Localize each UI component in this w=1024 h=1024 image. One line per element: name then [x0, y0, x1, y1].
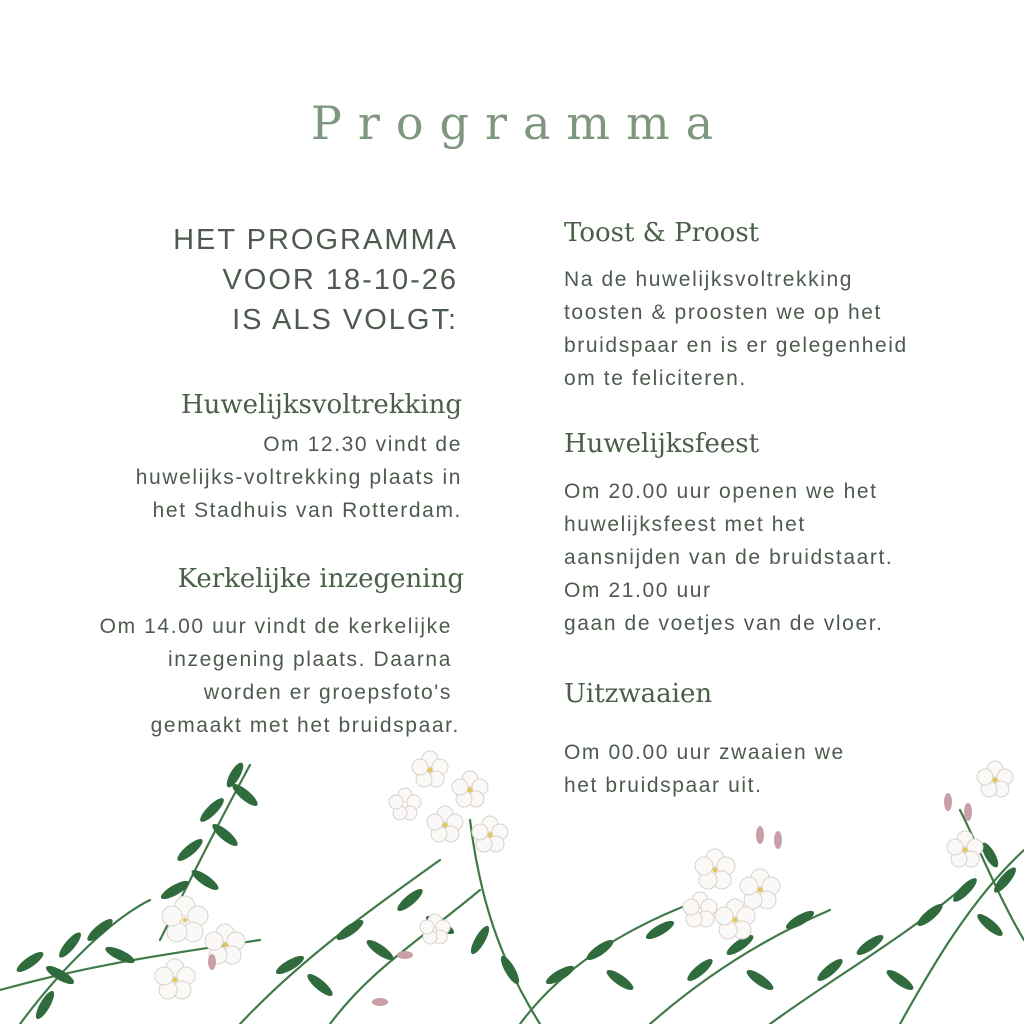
section-line: huwelijksfeest met het [564, 513, 806, 536]
section-line: inzegening plaats. Daarna [167, 648, 452, 671]
section-heading: Toost & Proost [564, 218, 760, 248]
section-ceremony [136, 388, 462, 527]
section-toast [564, 216, 908, 395]
section-line: Na de huwelijksvoltrekking [564, 268, 854, 291]
section-line: het Stadhuis van Rotterdam. [152, 499, 462, 522]
section-line: Om 14.00 uur vindt de kerkelijke [99, 615, 452, 638]
intro-line: HET PROGRAMMA [173, 224, 458, 256]
section-line: worden er groepsfoto's [203, 681, 452, 704]
section-line: Om 20.00 uur openen we het [564, 480, 878, 503]
botanical-illustration [0, 740, 1024, 1024]
page-title: Programma [310, 96, 730, 150]
section-line: om te feliciteren. [564, 367, 747, 390]
section-heading: Uitzwaaien [564, 679, 713, 709]
section-line: aansnijden van de bruidstaart. [564, 546, 894, 569]
section-line: Om 00.00 uur zwaaien we [564, 741, 845, 764]
section-party [564, 427, 893, 640]
section-line: Om 21.00 uur [564, 579, 712, 602]
section-line: bruidspaar en is er gelegenheid [564, 334, 908, 357]
section-line: het bruidspaar uit. [564, 774, 763, 797]
section-line: gemaakt met het bruidspaar. [150, 714, 460, 737]
section-line: Om 12.30 vindt de [263, 433, 462, 456]
section-heading: Kerkelijke inzegening [177, 564, 464, 594]
section-line: gaan de voetjes van de vloer. [564, 612, 884, 635]
section-heading: Huwelijksvoltrekking [181, 390, 462, 420]
section-line: huwelijks-voltrekking plaats in [135, 466, 462, 489]
intro-line: VOOR 18-10-26 [222, 264, 458, 296]
section-heading: Huwelijksfeest [564, 429, 760, 459]
section-church [100, 562, 464, 742]
intro-line: IS ALS VOLGT: [232, 304, 458, 336]
intro-text [120, 220, 458, 340]
section-line: toosten & proosten we op het [564, 301, 882, 324]
